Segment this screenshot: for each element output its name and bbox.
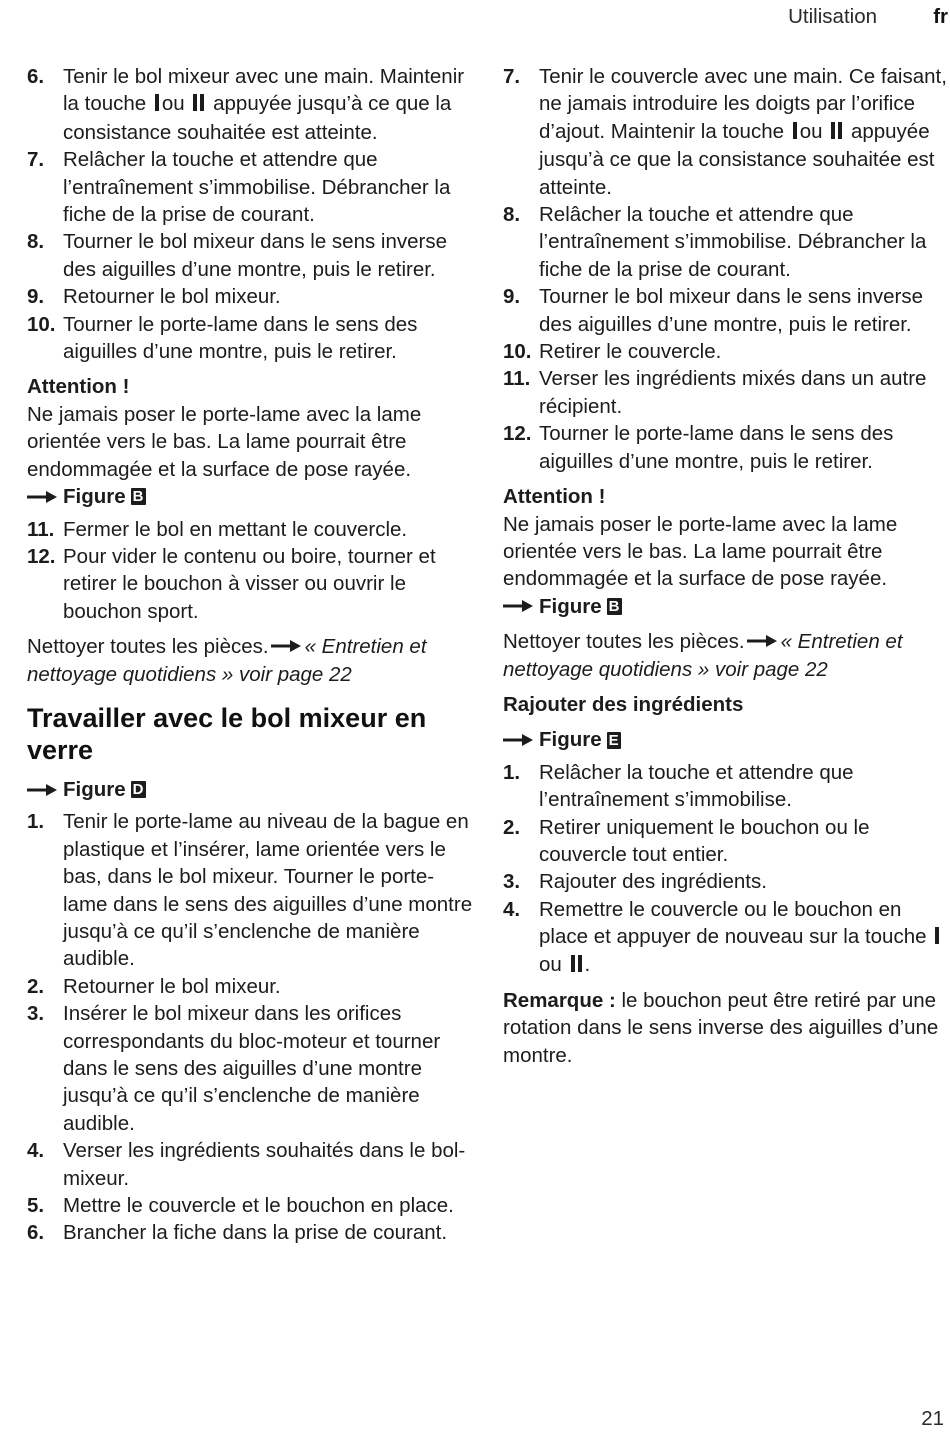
step-text: Retirer le couvercle. — [539, 340, 722, 364]
figure-letter-badge: E — [608, 731, 619, 749]
step-text: Tourner le porte-lame dans le sens des aiguilles d’une montre, puis le retirer. — [539, 422, 894, 473]
arrow-right-icon — [503, 600, 533, 612]
step-text: Verser les ingrédients souhaités dans le bol-mixeur. — [63, 1139, 466, 1190]
step-item — [503, 63, 949, 201]
step-number: 12. — [27, 544, 56, 568]
step-text: ou — [799, 119, 823, 143]
figure-label: Figure — [63, 485, 126, 509]
step-text: appuyée jusqu’à ce que la consistance souhaitée est atteinte. — [539, 119, 935, 199]
section-heading: Travailler avec le bol mixeur en verre — [27, 702, 427, 765]
step-text: Relâcher la touche et attendre que l’entraînement s’immobilise. Débrancher la fiche de la prise de courant. — [539, 203, 927, 281]
cross-reference-link[interactable]: « Entretien et nettoyage quotidiens » voir page 22 — [27, 635, 427, 686]
step-number: 7. — [27, 148, 45, 172]
step-item — [503, 896, 949, 979]
step-number: 1. — [27, 810, 45, 834]
step-text: Mettre le couvercle et le bouchon en place. — [63, 1194, 454, 1218]
figure-reference — [27, 776, 477, 803]
arrow-right-icon — [271, 640, 301, 652]
step-number: 2. — [503, 815, 521, 839]
step-number: 11. — [503, 367, 531, 391]
attention-text: Ne jamais poser le porte-lame avec la lame orientée vers le bas. La lame pourrait être endommagée et la surface de pose rayée. — [503, 512, 898, 591]
attention-title: Attention ! — [27, 375, 130, 399]
step-number: 9. — [27, 285, 45, 309]
button-two-icon — [571, 952, 582, 979]
page-header — [0, 3, 950, 31]
right-column — [503, 63, 949, 1069]
step-text: Tourner le bol mixeur dans le sens inverse des aiguilles d’une montre, puis le retirer. — [539, 285, 923, 336]
step-number: 11. — [27, 517, 55, 541]
arrow-right-icon — [747, 635, 777, 647]
step-text: Retourner le bol mixeur. — [63, 974, 281, 998]
step-item — [503, 814, 949, 869]
figure-label: Figure — [63, 777, 126, 801]
step-text: Verser les ingrédients mixés dans un autre récipient. — [539, 367, 927, 418]
step-text: Tenir le couvercle avec une main. Ce faisant, ne jamais introduire les doigts par l’orifice d’ajout. Maintenir la touche — [539, 65, 947, 143]
figure-reference — [503, 726, 949, 753]
step-number: 7. — [503, 65, 521, 88]
attention-title: Attention ! — [503, 485, 606, 509]
step-text: Remettre le couvercle ou le bouchon en place et appuyer de nouveau sur la touche — [539, 897, 927, 949]
step-number: 3. — [503, 870, 521, 894]
step-item — [503, 420, 949, 475]
step-text: Relâcher la touche et attendre que l’entraînement s’immobilise. — [539, 760, 854, 812]
step-number: 1. — [503, 760, 521, 784]
step-item — [503, 338, 949, 365]
step-text: appuyée jusqu’à ce que la consistance souhaitée est atteinte. — [63, 92, 452, 144]
cleaning-note — [27, 633, 477, 688]
step-text: Rajouter des ingrédients. — [539, 870, 767, 894]
attention-text: Ne jamais poser le porte-lame avec la lame orientée vers le bas. La lame pourrait être endommagée et la surface de pose rayée. — [27, 402, 422, 481]
remark-text: le bouchon peut être retiré par une rotation dans le sens inverse des aiguilles d’une montre. — [503, 989, 939, 1067]
figure-label: Figure — [539, 728, 602, 752]
button-two-icon — [831, 119, 842, 146]
figure-reference — [27, 483, 477, 510]
cross-reference-link[interactable]: « Entretien et nettoyage quotidiens » voir page 22 — [503, 630, 903, 681]
cleaning-text: Nettoyer toutes les pièces. — [27, 635, 269, 659]
step-item — [27, 1219, 477, 1246]
page-number: 21 — [921, 1406, 944, 1430]
step-item — [27, 146, 477, 228]
figure-letter-badge: B — [608, 597, 620, 615]
step-number: 5. — [27, 1194, 45, 1218]
step-number: 8. — [27, 230, 45, 254]
step-number: 2. — [27, 974, 45, 998]
step-item — [503, 868, 949, 895]
step-text: Tenir le bol mixeur avec une main. Maintenir la touche — [63, 65, 465, 116]
step-item — [27, 228, 477, 283]
button-one-icon — [793, 122, 797, 139]
subsection-heading: Rajouter des ingrédients — [503, 692, 744, 716]
step-text: Pour vider le contenu ou boire, tourner et retirer le bouchon à visser ou ouvrir le bouchon sport. — [63, 544, 436, 623]
arrow-right-icon — [503, 734, 533, 746]
step-item — [27, 283, 477, 310]
figure-reference — [503, 593, 949, 620]
step-number: 8. — [503, 203, 521, 227]
step-text: Insérer le bol mixeur dans les orifices correspondants du bloc-moteur et tourner dans le sens des aiguilles d’une montre jusqu’à ce qu’il s’enclenche de manière audible. — [63, 1002, 441, 1135]
step-item — [27, 1137, 477, 1192]
step-item — [27, 1000, 477, 1137]
figure-letter-badge: D — [132, 781, 144, 799]
step-text: ou — [161, 92, 185, 116]
remark-label: Remarque : — [503, 989, 616, 1012]
step-number: 4. — [27, 1139, 45, 1163]
step-item — [27, 808, 477, 972]
step-text: Tourner le porte-lame dans le sens des aiguilles d’une montre, puis le retirer. — [63, 312, 418, 364]
step-number: 10. — [503, 340, 532, 364]
remark-note — [503, 987, 949, 1069]
cleaning-note — [503, 628, 949, 683]
step-number: 3. — [27, 1002, 45, 1026]
step-item — [27, 63, 477, 146]
button-one-icon — [155, 94, 159, 111]
step-item — [27, 973, 477, 1000]
step-item — [503, 283, 949, 338]
step-text: ou — [539, 952, 562, 976]
button-one-icon — [935, 927, 939, 944]
step-number: 4. — [503, 897, 521, 921]
step-text: . — [584, 952, 591, 976]
step-item — [27, 311, 477, 366]
step-number: 6. — [27, 65, 45, 88]
step-number: 10. — [27, 312, 56, 336]
step-item — [503, 201, 949, 283]
step-item — [503, 365, 949, 420]
figure-label: Figure — [539, 594, 602, 618]
left-column — [27, 63, 477, 1247]
step-text: Retirer uniquement le bouchon ou le couvercle tout entier. — [539, 815, 870, 866]
step-item — [27, 516, 477, 543]
step-number: 9. — [503, 285, 521, 309]
step-number: 6. — [27, 1221, 45, 1245]
step-text: Tourner le bol mixeur dans le sens inverse des aiguilles d’une montre, puis le retirer. — [63, 230, 447, 281]
section-title: Utilisation — [788, 5, 877, 28]
arrow-right-icon — [27, 491, 57, 503]
step-text: Tenir le porte-lame au niveau de la bague en plastique et l’insérer, lame orientée vers le bas, dans le bol mixeur. Tourner le porte-lame dans le sens des aiguilles d’une montre jusqu’à ce qu’il s’enclenche de manière audible. — [63, 810, 473, 971]
language-code: fr — [933, 5, 948, 28]
step-text: Relâcher la touche et attendre que l’entraînement s’immobilise. Débrancher la fiche de la prise de courant. — [63, 148, 451, 227]
step-text: Retourner le bol mixeur. — [63, 285, 281, 309]
button-two-icon — [193, 91, 204, 118]
step-text: Fermer le bol en mettant le couvercle. — [63, 517, 408, 541]
step-text: Brancher la fiche dans la prise de courant. — [63, 1221, 448, 1245]
step-number: 12. — [503, 422, 532, 446]
step-item — [27, 543, 477, 625]
arrow-right-icon — [27, 784, 57, 796]
step-item — [503, 759, 949, 814]
step-item — [27, 1192, 477, 1219]
figure-letter-badge: B — [132, 488, 144, 506]
cleaning-text: Nettoyer toutes les pièces. — [503, 630, 745, 654]
